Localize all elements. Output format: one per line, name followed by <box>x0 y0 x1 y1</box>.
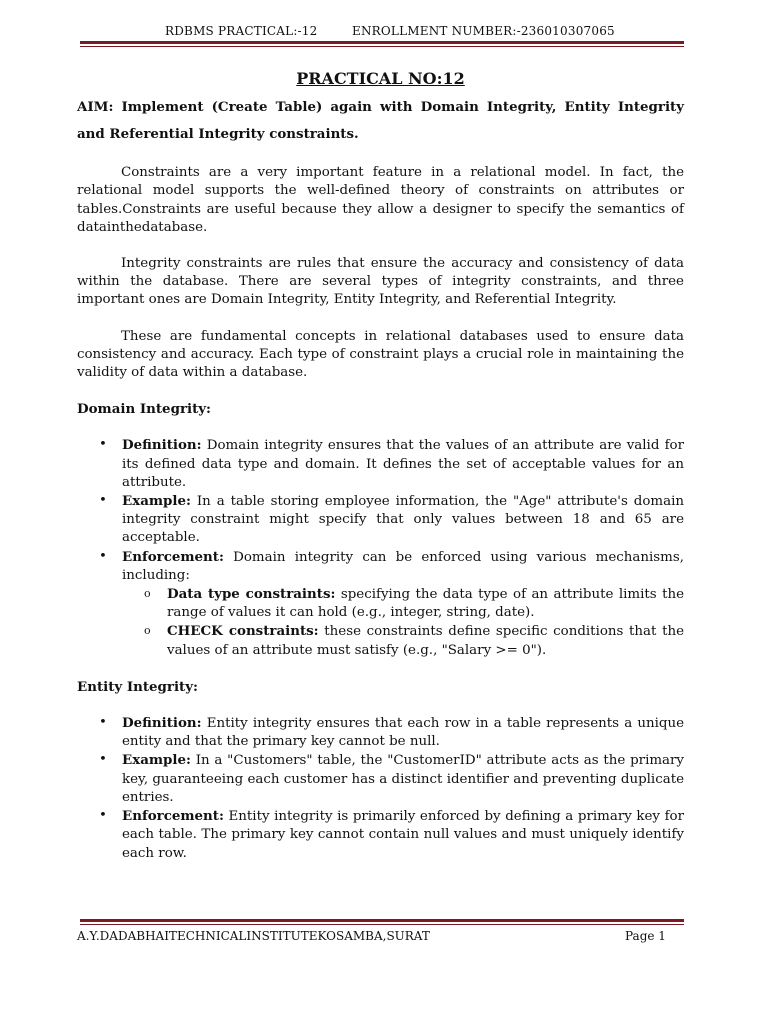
item-text: In a table storing employee information, the "Age" attribute's domain integrity constraint might specify that only values between 18 and 65 are acceptable. <box>122 494 684 546</box>
header-rule <box>80 41 684 47</box>
item-term: CHECK constraints: <box>167 623 319 640</box>
page-content <box>77 70 684 881</box>
list-item <box>77 807 684 863</box>
practical-title: PRACTICAL NO:12 <box>296 69 465 88</box>
list-item <box>77 492 684 548</box>
footer-institute: A.Y.DADABHAITECHNICALINSTITUTEKOSAMBA,SURAT <box>77 929 430 943</box>
item-text: these constraints define specific conditions that the values of an attribute must satisfy (e.g., "Salary >= 0"). <box>167 624 684 658</box>
item-text: specifying the data type of an attribute limits the range of values it can hold (e.g., integer, string, date). <box>167 587 684 621</box>
sub-list-item <box>122 622 684 659</box>
item-text: Entity integrity is primarily enforced by defining a primary key for each table. The primary key cannot contain null values and must uniquely identify each row. <box>122 809 684 861</box>
intro-paragraph-1: Constraints are a very important feature in a relational model. In fact, the relational model supports the well-defined theory of constraints on attributes or tables.Constraints are useful because they allow a designer to specify the semantics of datainthedatabase. <box>77 165 684 235</box>
list-item <box>77 751 684 807</box>
item-term: Enforcement: <box>122 548 224 565</box>
item-term: Definition: <box>122 715 202 732</box>
sub-list-item <box>122 585 684 622</box>
page-number: Page 1 <box>625 929 666 943</box>
item-text: Entity integrity ensures that each row in a table represents a unique entity and that the primary key cannot be null. <box>122 716 684 750</box>
item-term: Example: <box>122 752 191 769</box>
item-text: Domain integrity ensures that the values of an attribute are valid for its defined data type and domain. It defines the set of acceptable values for an attribute. <box>122 438 684 490</box>
list-item <box>77 436 684 492</box>
item-text: In a "Customers" table, the "CustomerID" attribute acts as the primary key, guaranteeing each customer has a distinct identifier and preventing duplicate entries. <box>122 753 684 805</box>
intro-paragraph-3: These are fundamental concepts in relational databases used to ensure data consistency and accuracy. Each type of constraint plays a crucial role in maintaining the validity of data within a database. <box>77 328 684 381</box>
list-item <box>77 714 684 751</box>
aim-statement: AIM: Implement (Create Table) again with Domain Integrity, Entity Integrity and Referential Integrity constraints. <box>77 99 684 143</box>
item-term: Definition: <box>122 437 202 454</box>
entity-integrity-heading: Entity Integrity: <box>77 678 198 695</box>
item-term: Example: <box>122 493 191 510</box>
item-term: Enforcement: <box>122 808 224 825</box>
item-term: Data type constraints: <box>167 586 336 603</box>
enforcement-sublist <box>122 585 684 660</box>
intro-paragraph-2: Integrity constraints are rules that ensure the accuracy and consistency of data within the database. There are several types of integrity constraints, and three important ones are Domain Integrity, Entity Integrity, and Referential Integrity. <box>77 256 684 308</box>
domain-integrity-heading: Domain Integrity: <box>77 401 211 418</box>
item-text: Domain integrity can be enforced using various mechanisms, including: <box>122 549 684 583</box>
list-item <box>77 548 684 660</box>
entity-integrity-list <box>77 714 684 863</box>
header-enrollment: ENROLLMENT NUMBER:-236010307065 <box>352 24 615 38</box>
header-course: RDBMS PRACTICAL:-12 <box>165 24 318 38</box>
domain-integrity-list <box>77 436 684 659</box>
footer-rule <box>80 919 684 925</box>
